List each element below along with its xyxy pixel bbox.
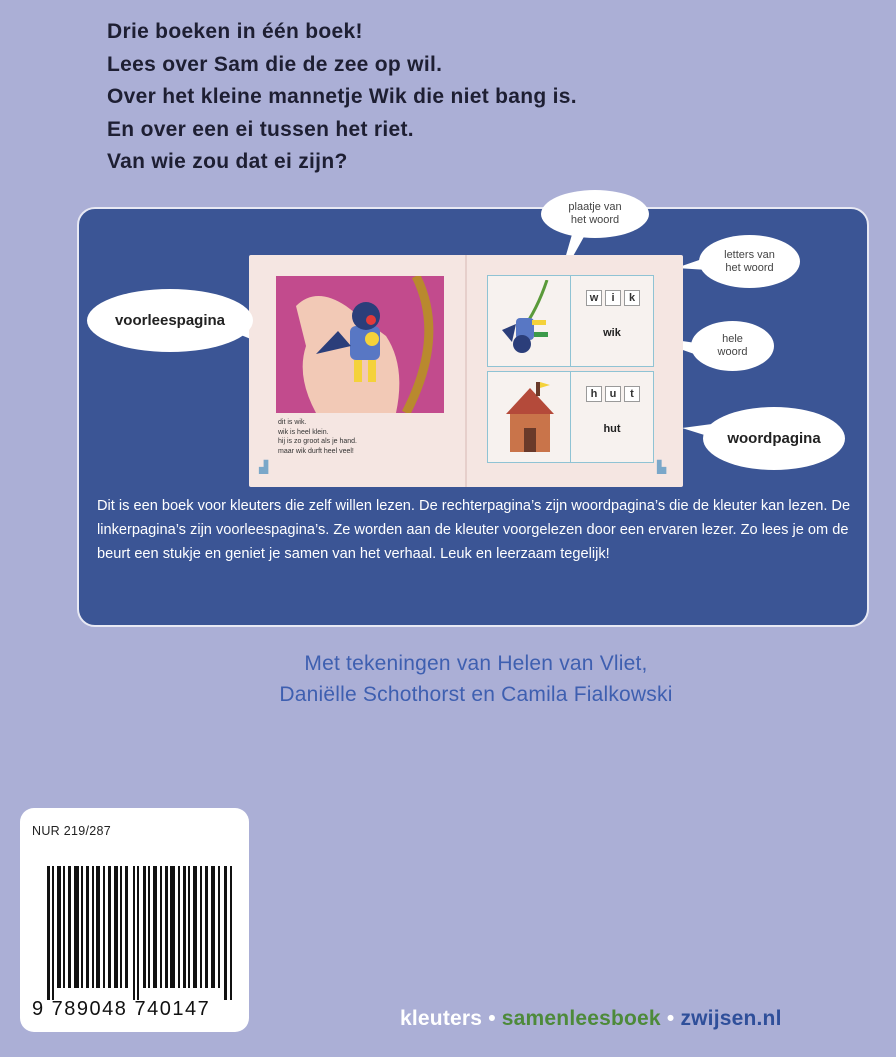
letter-tile: i — [605, 290, 621, 306]
wik-icon — [492, 280, 568, 362]
story-line: hij is zo groot als je hand. — [278, 438, 357, 445]
footer-separator: • — [482, 1007, 502, 1030]
footer-zwijsen: zwijsen.nl — [680, 1007, 782, 1030]
publisher-footer — [400, 1007, 782, 1031]
intro-line: Drie boeken in één boek! — [107, 20, 363, 43]
letter-tile: u — [605, 386, 621, 402]
intro-line: En over een ei tussen het riet. — [107, 117, 414, 141]
intro-line: Over het kleine mannetje Wik die niet bang is. — [107, 85, 577, 108]
credits-line: Met tekeningen van Helen van Vliet, — [304, 652, 648, 675]
letter-tiles — [586, 290, 640, 306]
whole-word: wik — [603, 327, 621, 339]
nur-code: NUR 219/287 — [32, 824, 112, 838]
letter-tile: w — [586, 290, 602, 306]
barcode-icon — [47, 866, 237, 1000]
word-card — [487, 275, 654, 367]
story-line: dit is wik. — [278, 419, 307, 426]
whole-word: hut — [603, 423, 621, 435]
page-fold — [465, 255, 467, 487]
illustrator-credits — [0, 648, 896, 710]
boot-icon: ▟ — [259, 460, 269, 474]
intro-line: Lees over Sam die de zee op wil. — [107, 52, 443, 76]
book-spread-illustration — [249, 255, 683, 487]
book-description: Dit is een boek voor kleuters die zelf willen lezen. De rechterpagina’s zijn woordpagina’s die de kleuter kan lezen. De linkerpagina’s zijn voorleespagina’s. Ze worden aan de kleuter voorgelezen door een ervaren lezer. Zo lees je om de beurt een stukje en geniet je samen van het verhaal. Leuk en leerzaam tegelijk! — [97, 498, 851, 562]
letter-tile: h — [586, 386, 602, 402]
wik-picture — [276, 276, 444, 413]
isbn-number: 9 789048 740147 — [32, 998, 211, 1020]
story-line: maar wik durft heel veel! — [278, 447, 354, 455]
bubble-woordpagina: woordpagina — [703, 407, 845, 470]
barcode-box — [20, 808, 249, 1032]
story-text — [278, 418, 357, 456]
bubble-letters: letters van het woord — [699, 235, 800, 288]
credits-line: Daniëlle Schothorst en Camila Fialkowski — [279, 683, 673, 706]
footer-samenleesboek: samenleesboek — [501, 1007, 661, 1030]
bubble-plaatje: plaatje van het woord — [541, 190, 649, 238]
bubble-hele-woord: hele woord — [691, 321, 774, 371]
footer-kleuters: kleuters — [400, 1007, 483, 1030]
footer-separator: • — [660, 1007, 681, 1030]
letter-tile: t — [624, 386, 640, 402]
bubble-voorleespagina: voorleespagina — [87, 289, 253, 352]
letter-tiles — [586, 386, 640, 402]
word-card — [487, 371, 654, 463]
story-line: wik is heel klein. — [278, 428, 329, 436]
boot-icon: ▙ — [657, 460, 667, 474]
hut-icon — [492, 376, 568, 458]
letter-tile: k — [624, 290, 640, 306]
intro-line: Van wie zou dat ei zijn? — [107, 150, 348, 173]
